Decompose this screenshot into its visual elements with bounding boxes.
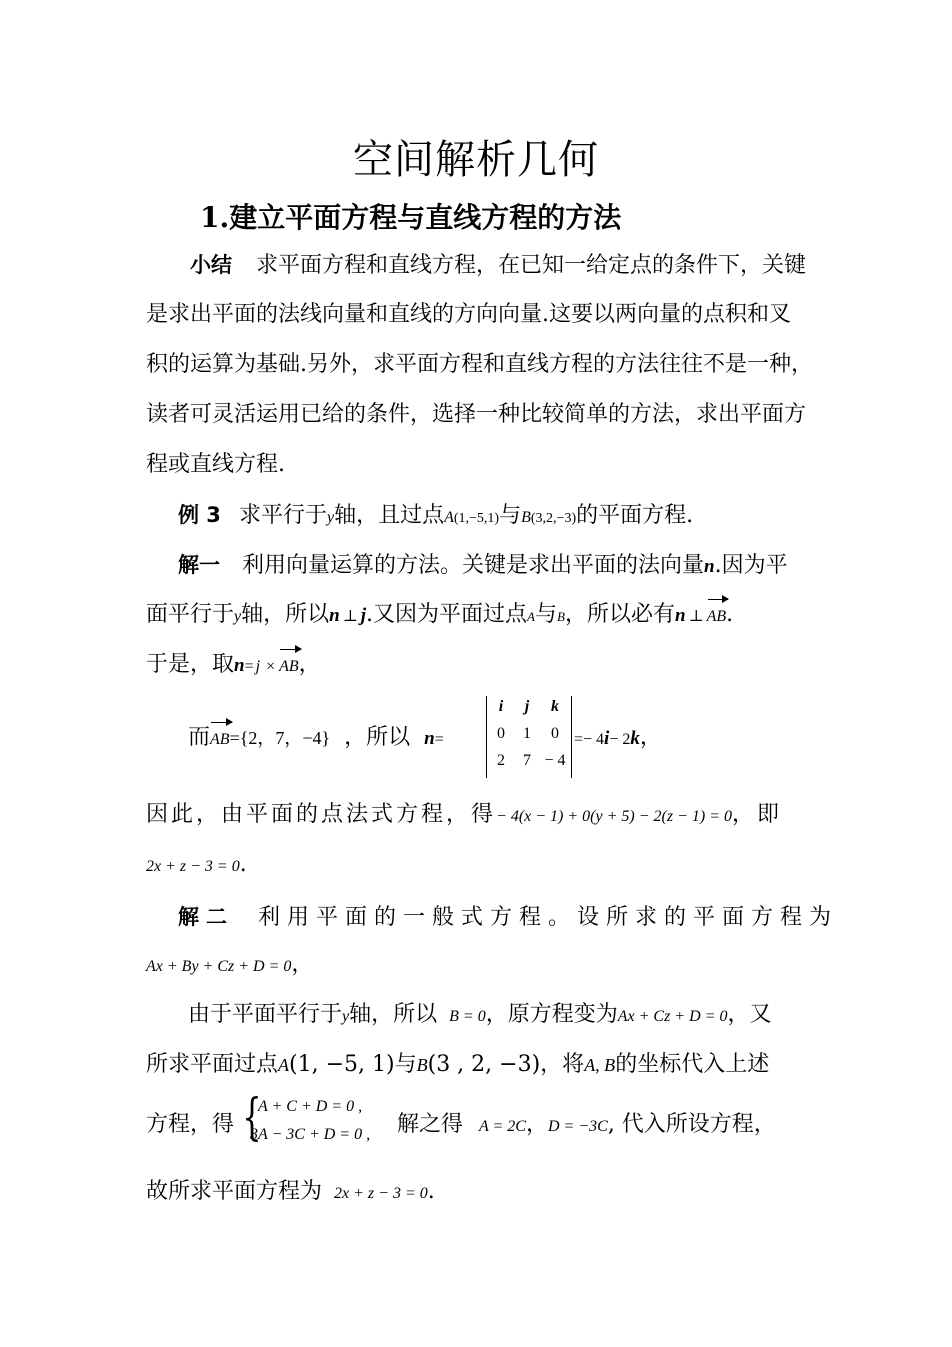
det-cell: 7 xyxy=(523,752,531,769)
sol2-line-5a: 方程，得 xyxy=(146,1112,235,1137)
det-cell: j xyxy=(524,698,530,715)
point-b-coords: (3,2,−3) xyxy=(530,511,577,526)
normal-vector-n: n xyxy=(234,655,245,676)
det-cell: k xyxy=(551,698,559,715)
summary-line-1 xyxy=(190,250,806,281)
det-cell: − 4 xyxy=(544,752,566,769)
det-cell: 1 xyxy=(523,725,531,742)
sol1-text-5a: 因此，由平面的点法式方程，得 xyxy=(146,802,497,827)
point-a: A xyxy=(444,509,454,526)
sol2-line-1 xyxy=(178,902,838,933)
sol1-text-3a: 于是，取 xyxy=(146,652,235,677)
unit-vector-j: j xyxy=(360,605,367,626)
det-cell: 0 xyxy=(551,725,559,742)
period: . xyxy=(726,602,734,627)
y-axis-var: y xyxy=(234,608,242,625)
cross-symbol: × xyxy=(266,658,276,675)
sol2-text-2b: 轴，所以 xyxy=(349,1002,438,1027)
comma: ， xyxy=(298,652,321,677)
general-plane-equation: Ax + By + Cz + D = 0 xyxy=(146,958,292,975)
b-equals-zero: B = 0 xyxy=(449,1008,486,1025)
system-equation-2: 3A − 3C + D = 0 , xyxy=(250,1126,371,1143)
sol1-text-2b: 轴，所以 xyxy=(241,602,330,627)
sol2-text-3a: 所求平面过点 xyxy=(146,1052,279,1077)
point-a: A xyxy=(527,609,535,624)
sol2-with: 与 xyxy=(394,1052,417,1077)
point-b: B xyxy=(521,509,531,526)
summary-line-2: 是求出平面的法线向量和直线的方向向量.这要以两向量的点积和叉 xyxy=(146,302,791,327)
sol2-text-5a: 故所求平面方程为 xyxy=(146,1179,323,1204)
section-heading: 1.建立平面方程与直线方程的方法 xyxy=(200,201,622,234)
sol2-text-4c: , 代入所设方程， xyxy=(607,1112,776,1137)
solution-d: D = −3C xyxy=(547,1118,608,1135)
point-a-coords: (1, −5, 1) xyxy=(289,1052,395,1077)
det-result-a: =− 4 xyxy=(574,731,605,748)
normal-vector-n: n xyxy=(704,556,715,577)
period: . xyxy=(239,852,247,877)
sol2-text-2c: ，原方程变为 xyxy=(485,1002,618,1027)
det-cell: i xyxy=(498,698,504,715)
vector-ab: AB xyxy=(210,725,230,755)
sol1-line-6 xyxy=(146,850,247,882)
period: . xyxy=(427,1179,435,1204)
points-ab: A, B xyxy=(584,1055,616,1075)
sol1-line-5 xyxy=(146,800,782,832)
sol1-text-4b: ，所以 xyxy=(344,725,411,750)
sol2-text-3b: ，将 xyxy=(540,1052,585,1077)
summary-text-1: 求平面方程和直线方程，在已知一给定点的条件下，关键 xyxy=(256,253,807,278)
normal-vector-n: n xyxy=(674,605,686,626)
ab-value: ={2，7，−4} xyxy=(229,728,331,748)
sol2-line-5b xyxy=(397,1110,776,1142)
determinant-matrix xyxy=(486,696,572,778)
sol1-line-2 xyxy=(146,600,733,632)
sol1-text-1-end: .因为平 xyxy=(714,553,788,578)
summary-line-5: 程或直线方程. xyxy=(146,452,285,477)
sol2-line-3 xyxy=(188,1000,771,1032)
example-text-1: 求平行于 xyxy=(238,503,327,528)
vector-ab: AB xyxy=(279,652,299,682)
sol1-text-2c: .又因为平面过点 xyxy=(366,602,528,627)
sol1-text-2d: 与 xyxy=(535,602,558,627)
reduced-equation: Ax + Cz + D = 0 xyxy=(617,1008,728,1025)
sol-separator: ， xyxy=(525,1112,548,1137)
example-text-4: 的平面方程. xyxy=(576,503,694,528)
sol1-text-5b: ，即 xyxy=(732,802,783,827)
normal-vector-n: n xyxy=(424,728,435,749)
det-cell: 0 xyxy=(497,725,505,742)
point-normal-equation: − 4(x − 1) + 0(y + 5) − 2(z − 1) = 0 xyxy=(496,808,732,825)
normal-vector-n: n xyxy=(329,605,340,626)
point-b: B xyxy=(416,1055,428,1075)
sol2-text-4b: 解之得 xyxy=(397,1112,464,1137)
sol2-line-2 xyxy=(146,950,313,982)
sol1-text-2e: ，所以必有 xyxy=(564,602,675,627)
sol2-text-3c: 的坐标代入上述 xyxy=(615,1052,770,1077)
sol1-line-3 xyxy=(146,650,321,682)
example-label: 例 3 xyxy=(178,503,221,527)
sol2-line-6 xyxy=(146,1177,435,1209)
page-title: 空间解析几何 xyxy=(353,137,599,183)
sol2-text-2d: ，又 xyxy=(727,1002,772,1027)
det-cell: 2 xyxy=(497,752,505,769)
sol1-line-1 xyxy=(178,550,788,582)
sol2-line-4 xyxy=(146,1050,769,1080)
perp-symbol: ⊥ xyxy=(688,608,704,625)
sol2-label: 解二 xyxy=(178,905,234,929)
sol1-text-2a: 面平行于 xyxy=(146,602,235,627)
point-b: B xyxy=(557,609,565,624)
sol2-text-2a: 由于平面平行于 xyxy=(188,1002,343,1027)
system-equation-1: A + C + D = 0 , xyxy=(258,1098,363,1115)
vector-j: j xyxy=(255,658,261,675)
sol1-text-4a: 而 xyxy=(188,725,211,750)
unit-vector-i: i xyxy=(604,728,610,749)
vector-ab: AB xyxy=(707,602,727,632)
equals-sign: = xyxy=(434,731,444,748)
sol1-text-1: 利用向量运算的方法。关键是求出平面的法向量 xyxy=(242,553,705,578)
comma: ， xyxy=(291,952,314,977)
det-result xyxy=(574,723,662,755)
det-result-b: − 2 xyxy=(609,731,631,748)
perp-symbol: ⊥ xyxy=(342,608,358,625)
y-axis-var: y xyxy=(326,509,335,526)
summary-line-3: 积的运算为基础.另外，求平面方程和直线方程的方法往往不是一种， xyxy=(146,352,813,377)
sol2-text-1: 利用平面的一般式方程。设所求的平面方程为 xyxy=(258,905,839,930)
example-text-2: 轴，且过点 xyxy=(334,503,445,528)
sol1-line-4 xyxy=(188,723,444,755)
unit-vector-k: k xyxy=(630,728,640,749)
system-brace: { xyxy=(242,1088,262,1146)
y-axis-var: y xyxy=(342,1008,350,1025)
comma: ， xyxy=(639,725,662,750)
example-statement xyxy=(178,500,693,534)
summary-line-4: 读者可灵活运用已给的条件，选择一种比较简单的方法，求出平面方 xyxy=(146,402,807,427)
equals-sign: = xyxy=(244,658,254,675)
point-a-coords: (1,−5,1) xyxy=(453,511,500,526)
final-equation: 2x + z − 3 = 0 xyxy=(334,1185,428,1202)
sol1-label: 解一 xyxy=(178,553,220,577)
sol1-result-equation: 2x + z − 3 = 0 xyxy=(146,858,240,875)
point-b-coords: (3 , 2, −3) xyxy=(427,1052,541,1077)
example-text-3: 与 xyxy=(499,503,522,528)
point-a: A xyxy=(278,1055,290,1075)
summary-label: 小结 xyxy=(190,253,232,277)
solution-a: A = 2C xyxy=(479,1118,526,1135)
